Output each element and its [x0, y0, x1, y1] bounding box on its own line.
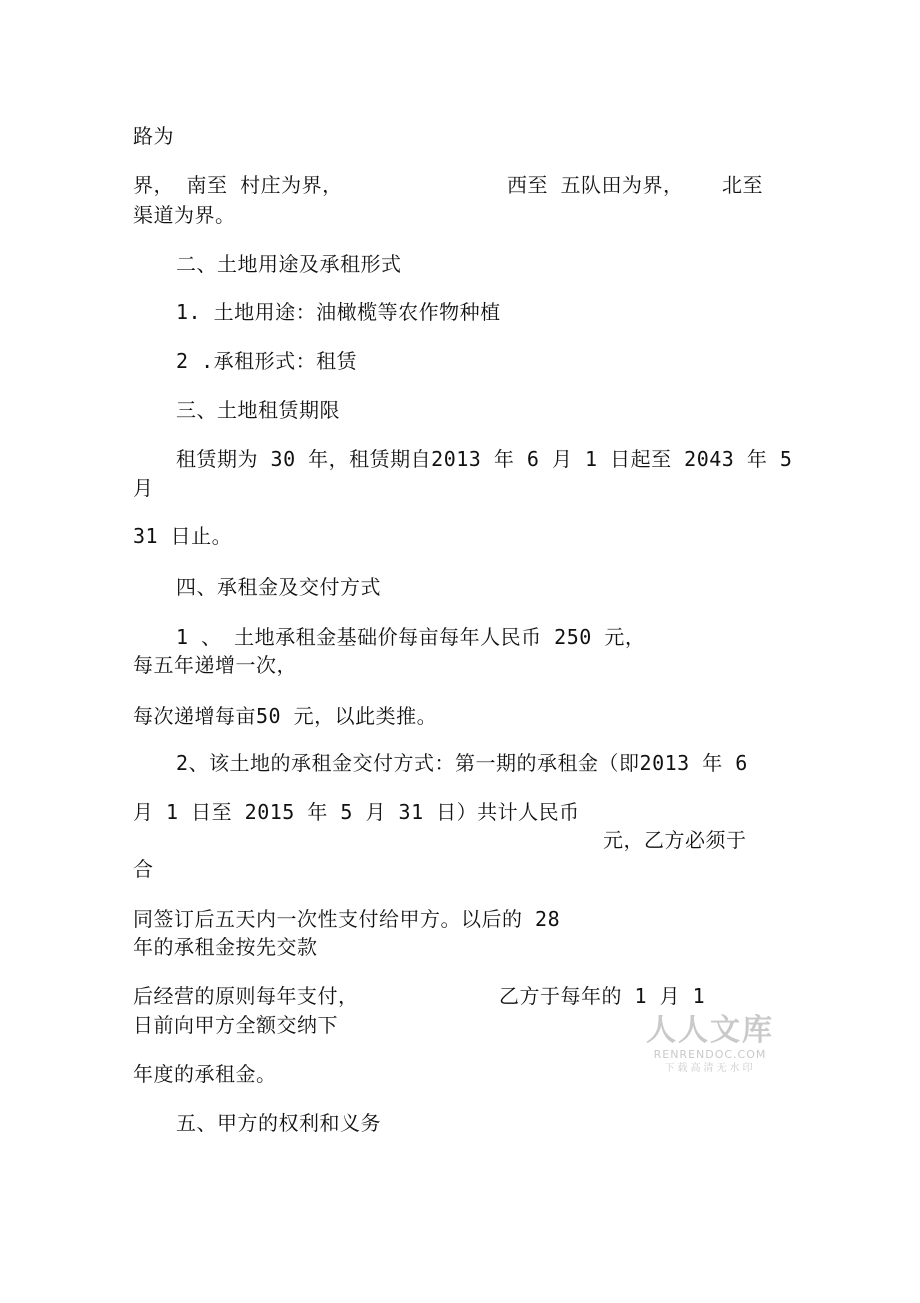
text-line: 2 .承租形式：租赁: [176, 349, 358, 373]
text-line: 月: [133, 476, 154, 500]
text-line: 1. 土地用途：油橄榄等农作物种植: [176, 300, 501, 324]
text-line: 同签订后五天内一次性支付给甲方。以后的 28: [133, 907, 561, 931]
section-heading: 三、土地租赁期限: [176, 398, 340, 422]
text-line: 31 日止。: [133, 524, 233, 548]
section-heading: 四、承租金及交付方式: [176, 575, 381, 599]
text-line: 乙方于每年的 1 月 1: [499, 984, 706, 1008]
text-line: 2、该土地的承租金交付方式：第一期的承租金（即2013 年 6: [176, 751, 748, 775]
text-line: 1 、 土地承租金基础价每亩每年人民币 250 元，: [176, 625, 646, 649]
text-line: 每五年递增一次，: [133, 653, 297, 677]
text-line: 合: [133, 857, 154, 881]
text-line: 每次递增每亩50 元，以此类推。: [133, 704, 438, 728]
text-line: 界， 南至 村庄为界，: [133, 173, 343, 197]
text-line: 路为: [133, 124, 174, 148]
text-line: 年度的承租金。: [133, 1062, 277, 1086]
text-line: 北至: [722, 173, 763, 197]
watermark-tag: 下载高清无水印: [664, 1063, 756, 1074]
section-heading: 二、土地用途及承租形式: [176, 252, 402, 276]
text-line: 西至 五队田为界，: [507, 173, 684, 197]
watermark-domain: RENRENDOC.COM: [653, 1048, 767, 1061]
text-line: 后经营的原则每年支付，: [133, 984, 359, 1008]
text-line: 租赁期为 30 年，租赁期自2013 年 6 月 1 日起至 2043 年 5: [176, 447, 793, 471]
text-line: 日前向甲方全额交纳下: [133, 1013, 338, 1037]
watermark-logo: [646, 1014, 774, 1076]
watermark-main: 人人文库: [646, 1013, 774, 1048]
text-line: 月 1 日至 2015 年 5 月 31 日）共计人民币: [133, 800, 580, 824]
text-line: 元，乙方必须于: [603, 828, 747, 852]
section-heading: 五、甲方的权利和义务: [176, 1111, 381, 1135]
text-line: 渠道为界。: [133, 203, 236, 227]
text-line: 年的承租金按先交款: [133, 935, 318, 959]
